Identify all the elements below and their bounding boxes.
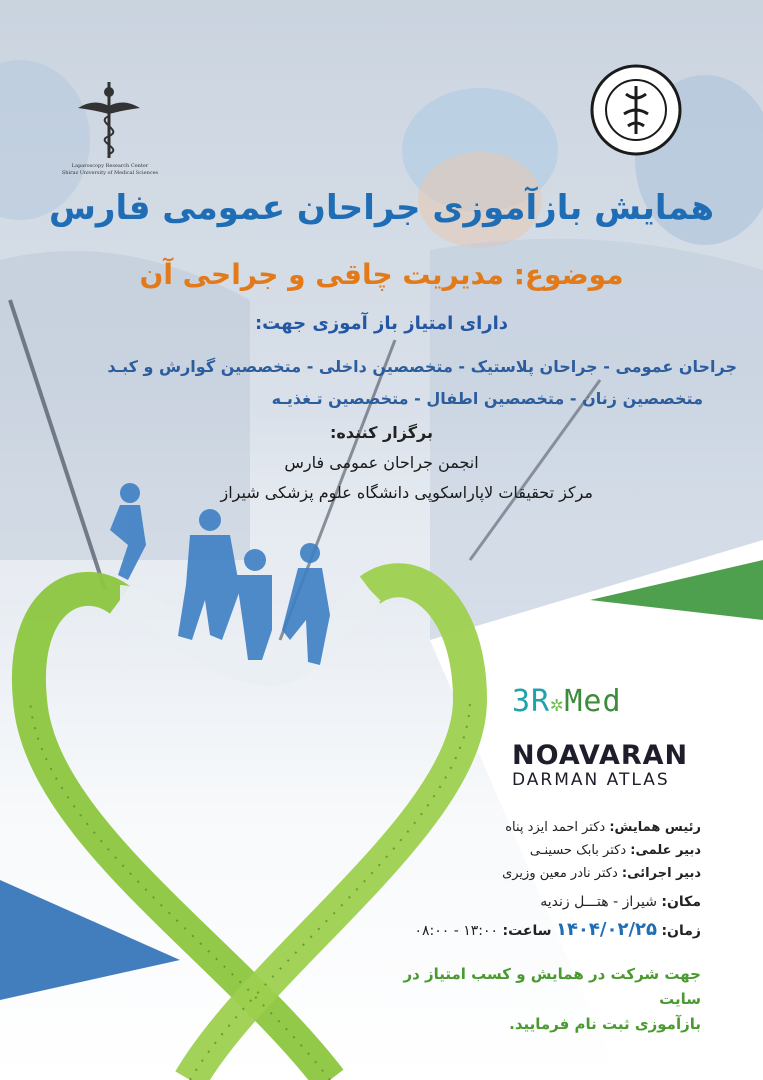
sponsor-logo-darman-atlas: DARMAN ATLAS [512,770,670,790]
staff-row-president [505,820,701,835]
hour-label: ساعت: [502,923,552,939]
sponsor-logo-noavaran: NOAVARAN [512,740,689,771]
staff-name: دکتر نادر معین وزیری [502,866,618,881]
staff-row-executive-secretary [502,866,701,881]
staff-name: دکتر بابک حسینـی [529,843,627,858]
registration-note [401,962,701,1037]
organizer-2: مرکز تحقیقات لاپاراسکوپی دانشگاه علوم پزشکی شیراز [220,483,593,502]
organizer-1: انجمن جراحان عمومی فارس [284,453,479,472]
event-date: ۱۴۰۴/۰۲/۲۵ [555,919,657,940]
left-logo-caption-line2: Shiraz University of Medical Sciences [61,170,159,176]
hour-value: ۱۳:۰۰ - ۰۸:۰۰ [414,923,499,939]
staff-name: دکتر احمد ایزد پناه [505,820,606,835]
running-figures-icon [110,483,330,665]
staff-row-scientific-secretary [530,843,701,858]
sponsor-logo-3rmed [512,684,622,719]
conference-title: همایش بازآموزی جراحان عمومی فارس [48,188,715,228]
shiraz-university-emblem-icon [588,62,684,158]
place-value: شیراز - هتـــل زندیه [540,894,657,910]
laparoscopy-center-caduceus-icon [74,80,144,160]
dna-icon: ✲ [550,692,565,717]
staff-role: دبیر علمی: [630,843,701,858]
conference-subject: موضوع: مدیریت چاقی و جراحی آن [139,258,624,291]
organizer-heading: برگزار کننده: [330,423,433,442]
time-label: زمان: [661,923,701,939]
staff-role: رئیس همایش: [609,820,701,835]
specialties-line-2: متخصصین زنان - متخصصین اطفال - متخصصین تـغذیـه [271,389,703,408]
date-time [414,919,701,940]
staff-role: دبیر اجرائی: [621,866,701,881]
registration-line-1: جهت شرکت در همایش و کسب امتیاز در سایت [403,965,701,1008]
left-logo-caption-line1: Laparoscopy Research Center [71,163,149,169]
sponsor-logo-3rmed-part1: 3R [512,684,551,719]
place-label: مکان: [661,894,701,910]
registration-line-2: بازآموزی ثبت نام فرمایید. [509,1015,701,1033]
sponsor-logo-3rmed-part2: Med [564,684,622,719]
eligibility-heading: دارای امتیاز باز آموزی جهت: [254,313,509,334]
specialties-line-1: جراحان عمومی - جراحان پلاستیک - متخصصین داخلی - متخصصین گوارش و کبـد [107,357,737,376]
venue [540,894,701,910]
